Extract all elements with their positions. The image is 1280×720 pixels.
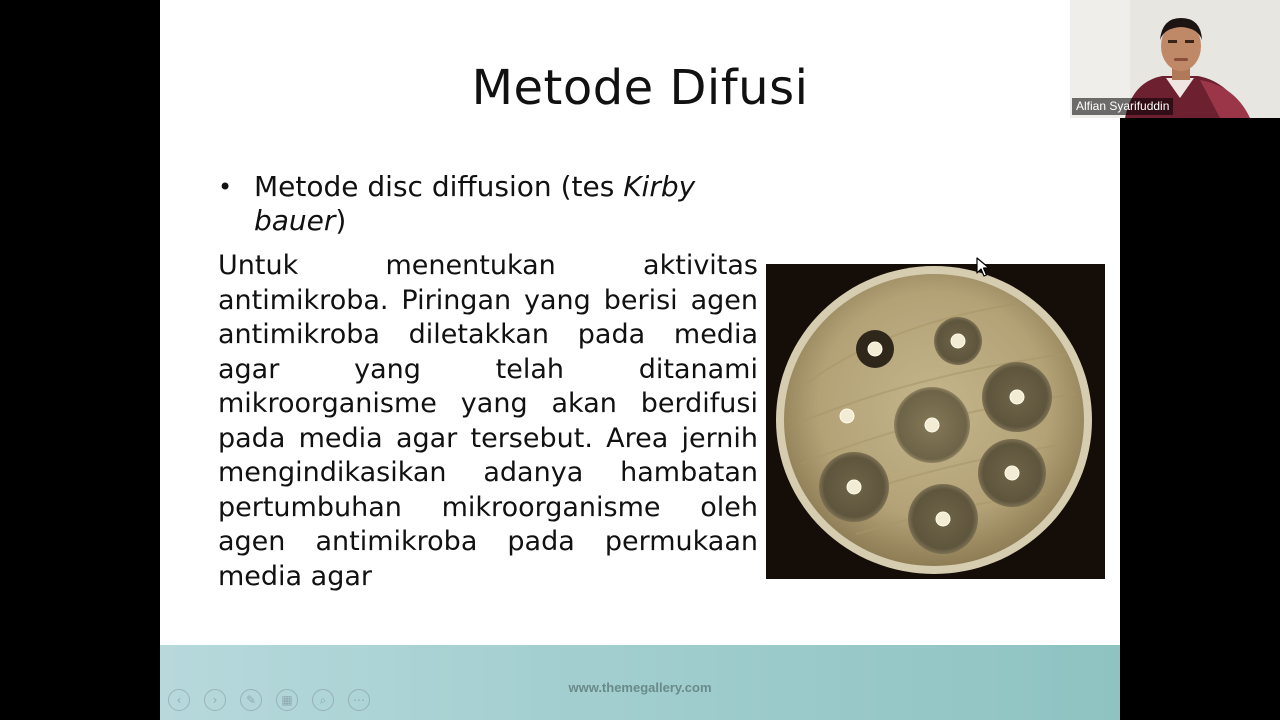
search-icon[interactable]: ⌕ xyxy=(312,689,334,711)
more-icon[interactable]: ⋯ xyxy=(348,689,370,711)
slide-footer xyxy=(160,645,1120,720)
bullet-point xyxy=(218,170,738,238)
participant-name: Alfian Syarifuddin xyxy=(1072,98,1173,115)
next-icon[interactable]: › xyxy=(204,689,226,711)
previous-icon[interactable]: ‹ xyxy=(168,689,190,711)
bullet-dot-icon: • xyxy=(218,173,233,201)
petri-dish-image xyxy=(766,264,1105,579)
bullet-text-end: ) xyxy=(335,204,347,237)
webcam-thumbnail[interactable] xyxy=(1070,0,1280,118)
slide-controls xyxy=(168,689,370,711)
footer-url: www.themegallery.com xyxy=(568,680,712,695)
bullet-text-italic: Kirby bauer xyxy=(254,170,696,237)
slide-title: Metode Difusi xyxy=(471,60,809,116)
mouse-pointer-icon xyxy=(976,257,990,277)
slides-icon[interactable]: ▦ xyxy=(276,689,298,711)
body-paragraph: Untuk menentukan aktivitas antimikroba. Piringan yang berisi agen antimikroba diletakkan pada media agar yang telah ditanami mikroorganisme yang akan berdifusi pada media agar tersebut. Area jernih mengindikasikan adanya hambatan pertumbuhan mikroorganisme oleh agen antimikroba pada permukaan media agar xyxy=(218,250,758,592)
presentation-slide xyxy=(160,0,1120,720)
pen-icon[interactable]: ✎ xyxy=(240,689,262,711)
bullet-text-start: Metode disc diffusion (tes xyxy=(254,170,624,203)
bullet-text xyxy=(254,170,738,238)
